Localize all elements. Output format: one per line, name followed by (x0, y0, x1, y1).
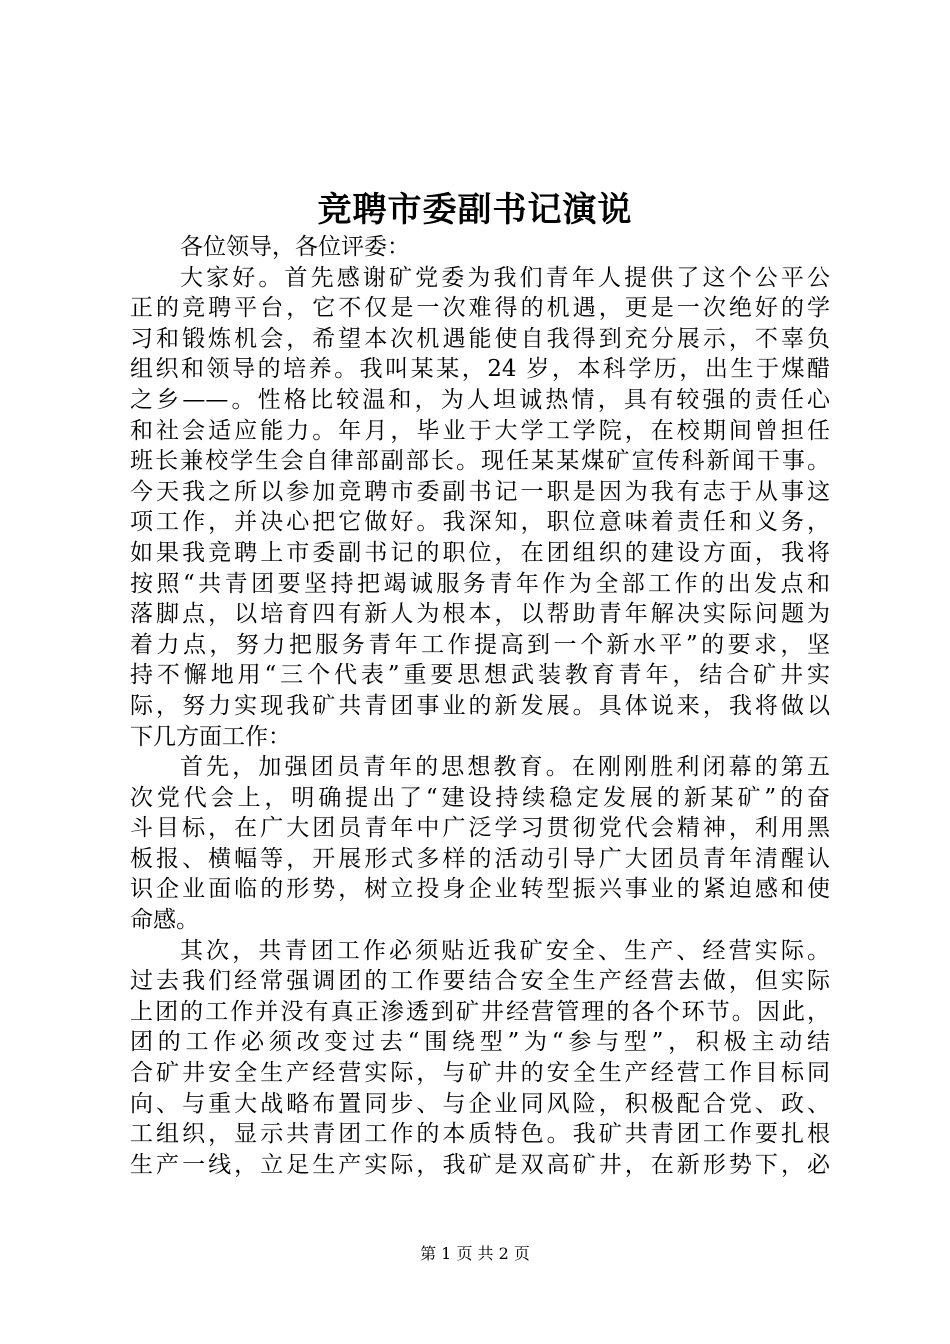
text-line: 各位领导，各位评委： (180, 234, 410, 260)
text-line: 工组织，显示共青团工作的本质特色。我矿共青团工作要扎根 (130, 1121, 830, 1148)
text-line: 大家好。首先感谢矿党委为我们青年人提供了这个公平公 (180, 264, 830, 291)
text-line: 项工作，并决心把它做好。我深知，职位意味着责任和义务， (130, 509, 830, 536)
text-line: 组织和领导的培养。我叫某某，24 岁，本科学历，出生于煤醋 (130, 356, 830, 383)
text-line: 合矿井安全生产经营实际，与矿井的安全生产经营工作目标同 (130, 1060, 830, 1087)
text-line: 着力点，努力把服务青年工作提高到一个新水平”的要求，坚 (130, 631, 830, 658)
text-line: 持不懈地用“三个代表”重要思想武装教育青年，结合矿井实 (130, 662, 830, 689)
text-line: 落脚点，以培育四有新人为根本，以帮助青年解决实际问题为 (130, 601, 830, 628)
document-body (130, 232, 830, 1180)
text-line: 向、与重大战略布置同步、与企业同风险，积极配合党、政、 (130, 1090, 830, 1117)
text-line: 按照“共青团要坚持把竭诚服务青年作为全部工作的出发点和 (130, 570, 830, 597)
text-line: 上团的工作并没有真正渗透到矿井经营管理的各个环节。因此， (130, 998, 830, 1025)
text-line: 板报、横幅等，开展形式多样的活动引导广大团员青年清醒认 (130, 845, 830, 872)
document-title: 竞聘市委副书记演说 (317, 190, 633, 230)
text-line: 下几方面工作： (130, 723, 291, 750)
text-line: 之乡——。性格比较温和，为人坦诚热情，具有较强的责任心 (130, 386, 830, 413)
text-line: 和社会适应能力。年月，毕业于大学工学院，在校期间曾担任 (130, 417, 830, 444)
text-line: 首先，加强团员青年的思想教育。在刚刚胜利闭幕的第五 (180, 754, 830, 781)
text-line: 正的竞聘平台，它不仅是一次难得的机遇，更是一次绝好的学 (130, 295, 830, 322)
text-line: 其次，共青团工作必须贴近我矿安全、生产、经营实际。 (180, 937, 830, 964)
text-line: 命感。 (130, 907, 199, 934)
text-line: 生产一线，立足生产实际，我矿是双高矿井，在新形势下，必 (130, 1151, 830, 1178)
text-line: 班长兼校学生会自律部副部长。现任某某煤矿宣传科新闻干事。 (130, 448, 830, 475)
text-line: 际，努力实现我矿共青团事业的新发展。具体说来，我将做以 (130, 692, 830, 719)
text-line: 今天我之所以参加竞聘市委副书记一职是因为我有志于从事这 (130, 478, 830, 505)
text-line: 斗目标，在广大团员青年中广泛学习贯彻党代会精神，利用黑 (130, 815, 830, 842)
text-line: 如果我竞聘上市委副书记的职位，在团组织的建设方面，我将 (130, 539, 830, 566)
text-line: 过去我们经常强调团的工作要结合安全生产经营去做，但实际 (130, 968, 830, 995)
page-footer: 第 1 页 共 2 页 (420, 1244, 530, 1263)
text-line: 团的工作必须改变过去“围绕型”为“参与型”，积极主动结 (130, 1029, 830, 1056)
text-line: 习和锻炼机会，希望本次机遇能使自我得到充分展示，不辜负 (130, 325, 830, 352)
text-line: 识企业面临的形势，树立投身企业转型振兴事业的紧迫感和使 (130, 876, 830, 903)
text-line: 次党代会上，明确提出了“建设持续稳定发展的新某矿”的奋 (130, 784, 830, 811)
